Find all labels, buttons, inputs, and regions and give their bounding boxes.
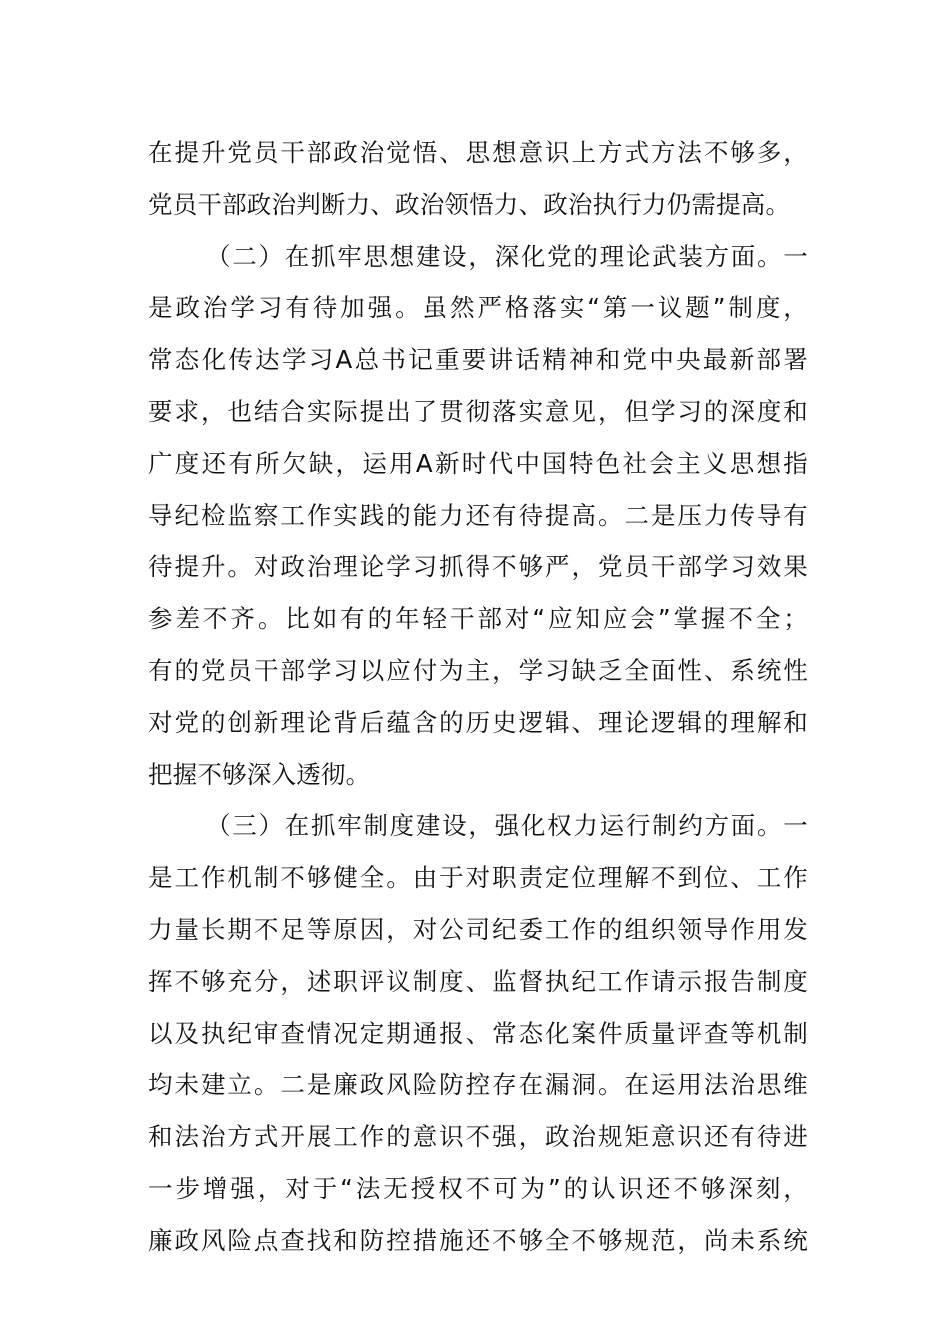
text-line: 一步增强，对于“法无授权不可为”的认识还不够深刻， <box>148 1173 808 1203</box>
text-line: 力量长期不足等原因，对公司纪委工作的组织领导作用发 <box>148 914 808 944</box>
text-line: 待提升。对政治理论学习抓得不够严，党员干部学习效果 <box>148 552 808 582</box>
text-line: 党员干部政治判断力、政治领悟力、政治执行力仍需提高。 <box>148 189 791 219</box>
document-body <box>148 127 808 1267</box>
text-line: 是政治学习有待加强。虽然严格落实“第一议题”制度， <box>148 293 808 323</box>
text-line: 常态化传达学习A总书记重要讲话精神和党中央最新部署 <box>148 345 808 375</box>
text-line: 对党的创新理论背后蕴含的历史逻辑、理论逻辑的理解和 <box>148 707 808 737</box>
text-line: 廉政风险点查找和防控措施还不够全不够规范，尚未系统 <box>148 1225 808 1255</box>
paragraph-3 <box>148 800 808 1266</box>
text-line: 导纪检监察工作实践的能力还有待提高。二是压力传导有 <box>148 500 808 530</box>
paragraph-2 <box>148 231 808 801</box>
text-line: 在提升党员干部政治觉悟、思想意识上方式方法不够多， <box>148 138 808 167</box>
text-line: 以及执纪审查情况定期通报、常态化案件质量评查等机制 <box>148 1018 808 1048</box>
paragraph-heading-line: （三）在抓牢制度建设，强化权力运行制约方面。一 <box>206 811 808 841</box>
text-line: 把握不够深入透彻。 <box>148 759 371 789</box>
text-line: 均未建立。二是廉政风险防控存在漏洞。在运用法治思维 <box>148 1070 808 1100</box>
text-line: 广度还有所欠缺，运用A新时代中国特色社会主义思想指 <box>148 448 808 478</box>
text-line: 参差不齐。比如有的年轻干部对“应知应会”掌握不全； <box>148 604 808 634</box>
paragraph-1 <box>148 127 808 231</box>
text-line: 挥不够充分，述职评议制度、监督执纪工作请示报告制度 <box>148 966 808 996</box>
text-line: 和法治方式开展工作的意识不强，政治规矩意识还有待进 <box>148 1122 808 1152</box>
text-line: 是工作机制不够健全。由于对职责定位理解不到位、工作 <box>148 863 808 893</box>
text-line: 有的党员干部学习以应付为主，学习缺乏全面性、系统性 <box>148 655 808 685</box>
text-line: 要求，也结合实际提出了贯彻落实意见，但学习的深度和 <box>148 396 808 426</box>
paragraph-heading-line: （二）在抓牢思想建设，深化党的理论武装方面。一 <box>206 241 808 271</box>
